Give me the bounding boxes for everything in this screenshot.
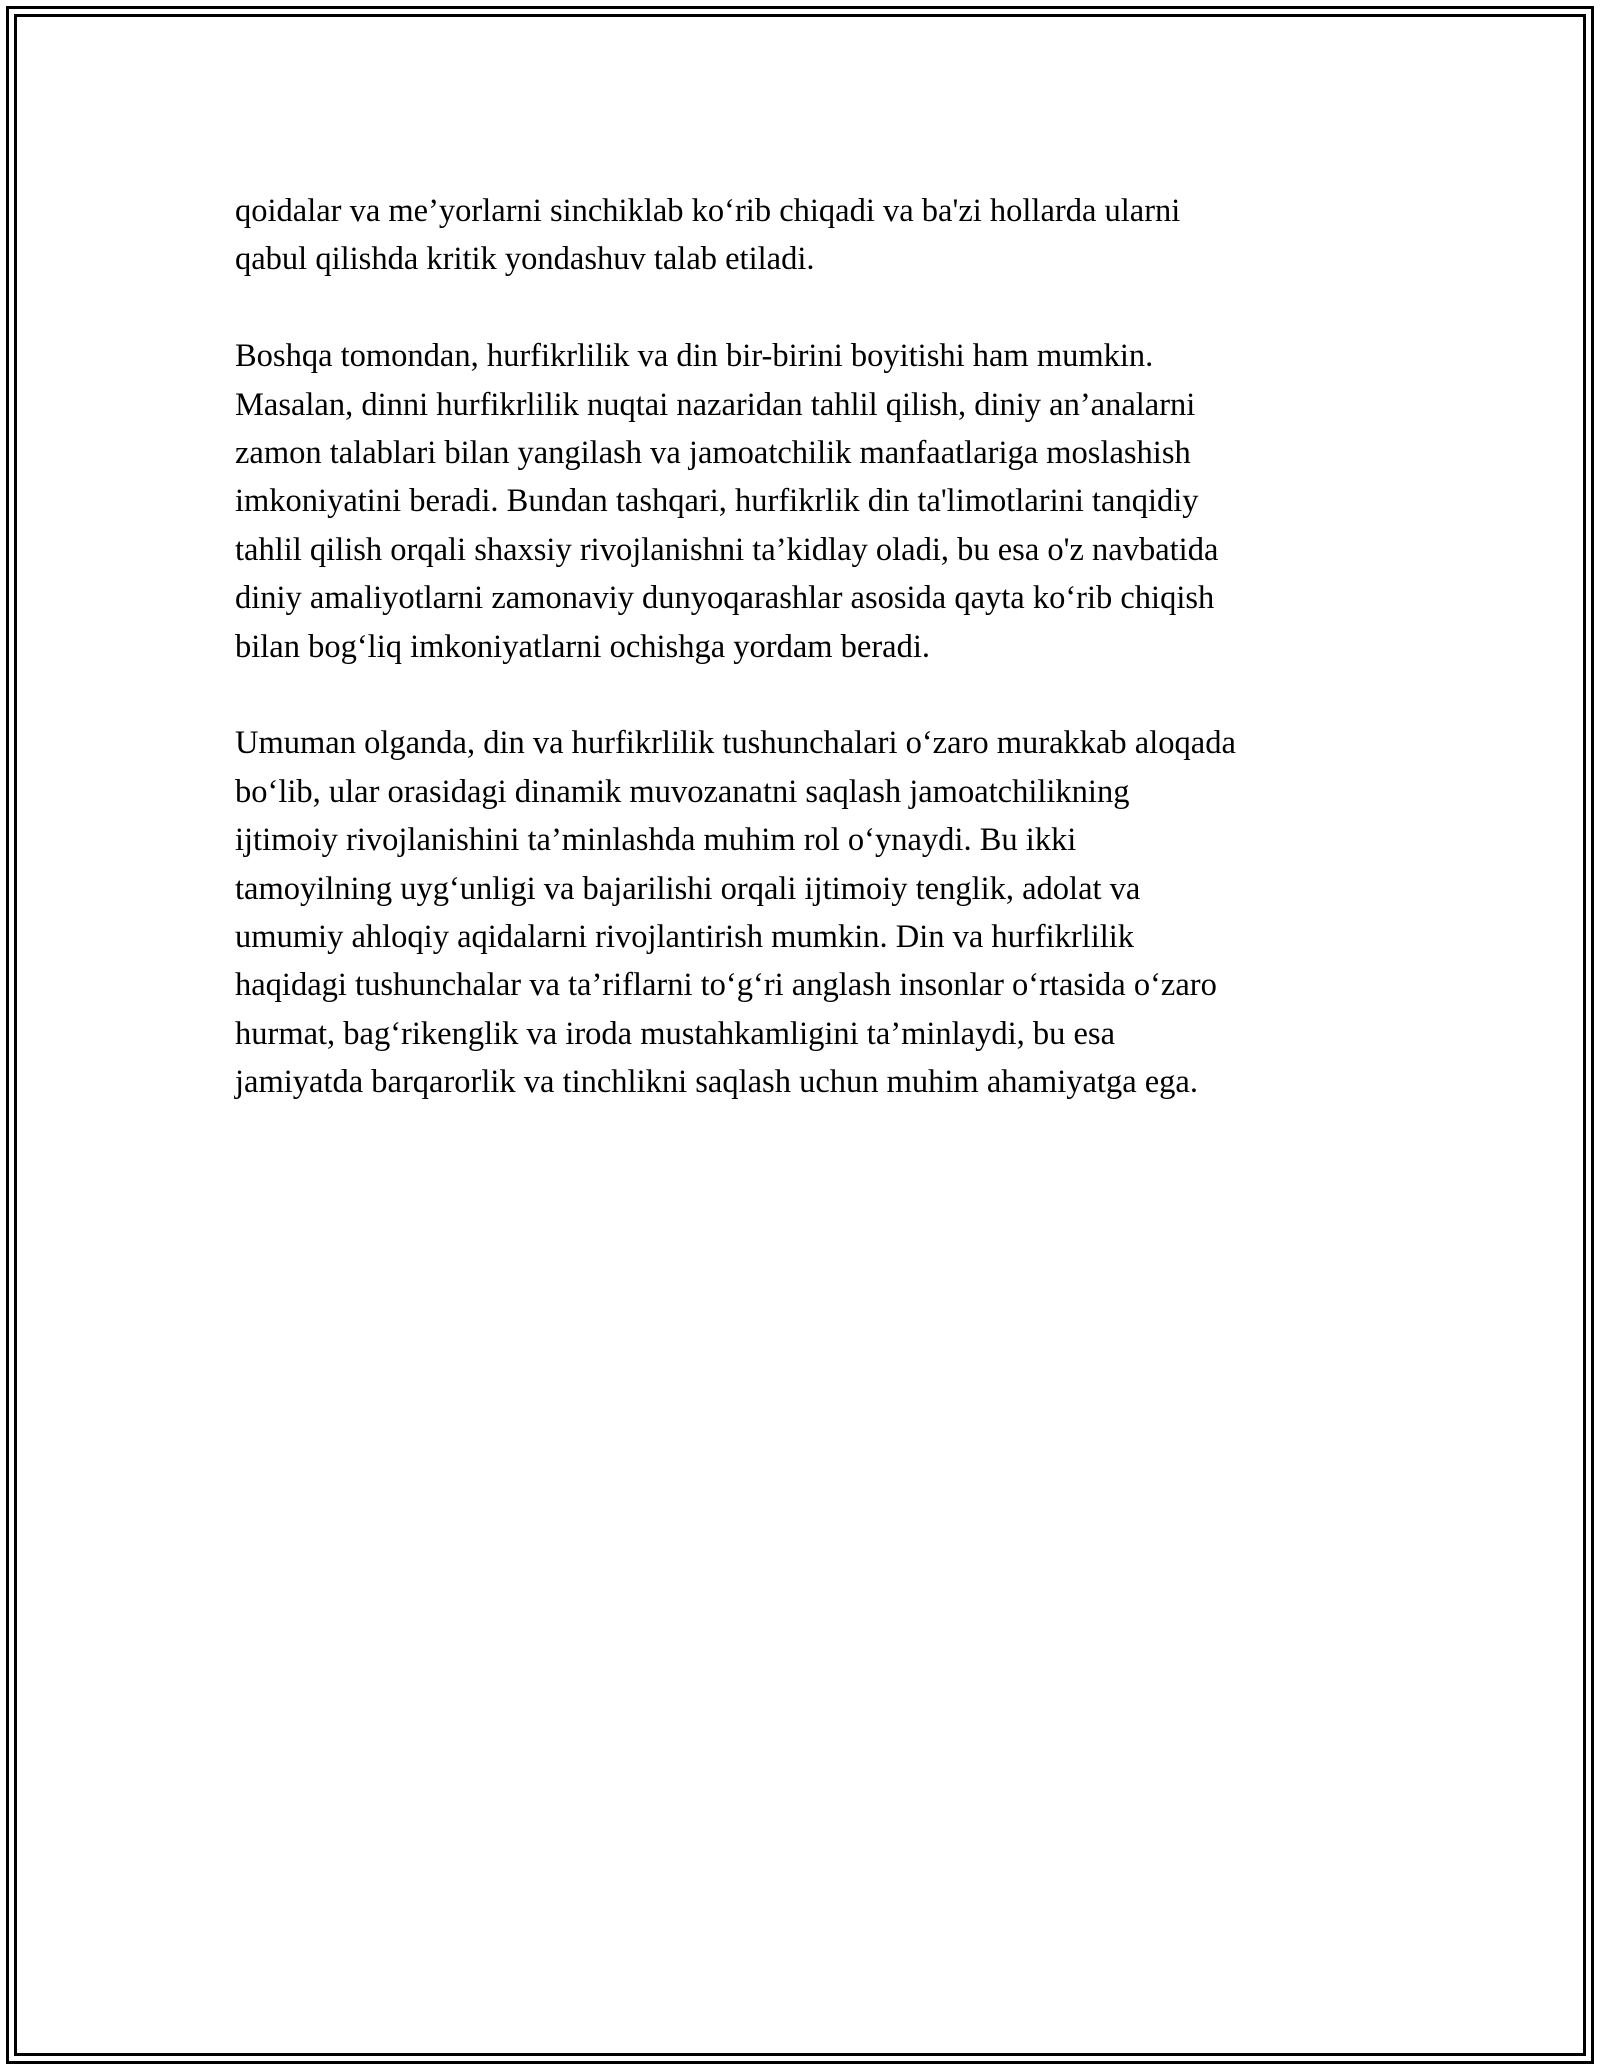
text-line: qabul qilishda kritik yondashuv talab etiladi. <box>235 241 815 278</box>
text-line: ijtimoiy rivojlanishini ta’minlashda muhim rol o‘ynaydi. Bu ikki <box>235 822 1077 859</box>
text-line: tahlil qilish orqali shaxsiy rivojlanishni ta’kidlay oladi, bu esa o'z navbatida <box>235 531 1219 568</box>
text-line: imkoniyatini beradi. Bundan tashqari, hurfikrlik din ta'limotlarini tanqidiy <box>235 483 1199 520</box>
text-line: qoidalar va me’yorlarni sinchiklab ko‘rib chiqadi va ba'zi hollarda ularni <box>235 193 1181 229</box>
text-line: bo‘lib, ular orasidagi dinamik muvozanatni saqlash jamoatchilikning <box>235 773 1130 810</box>
paragraph-1 <box>235 187 1385 284</box>
text-line: jamiyatda barqarorlik va tinchlikni saqlash uchun muhim ahamiyatga ega. <box>235 1064 1198 1101</box>
text-line: Umuman olganda, din va hurfikrlilik tushunchalari o‘zaro murakkab aloqada <box>235 725 1236 762</box>
text-line: Boshqa tomondan, hurfikrlilik va din bir-birini boyitishi ham mumkin. <box>235 338 1154 375</box>
paragraph-2 <box>235 332 1385 671</box>
paragraph-3 <box>235 719 1385 1106</box>
text-line: umumiy ahloqiy aqidalarni rivojlantirish mumkin. Din va hurfikrlilik <box>235 919 1135 956</box>
text-line: haqidagi tushunchalar va ta’riflarni to‘g‘ri anglash insonlar o‘rtasida o‘zaro <box>235 967 1217 1004</box>
text-line: tamoyilning uyg‘unligi va bajarilishi orqali ijtimoiy tenglik, adolat va <box>235 870 1141 907</box>
text-line: bilan bog‘liq imkoniyatlarni ochishga yordam beradi. <box>235 628 930 665</box>
text-line: Masalan, dinni hurfikrlilik nuqtai nazaridan tahlil qilish, diniy an’analarni <box>235 386 1196 423</box>
document-body <box>235 187 1385 1155</box>
text-line: diniy amaliyotlarni zamonaviy dunyoqarashlar asosida qayta ko‘rib chiqish <box>235 580 1215 617</box>
text-line: hurmat, bag‘rikenglik va iroda mustahkamligini ta’minlaydi, bu esa <box>235 1015 1115 1052</box>
text-line: zamon talablari bilan yangilash va jamoatchilik manfaatlariga moslashish <box>235 435 1191 472</box>
